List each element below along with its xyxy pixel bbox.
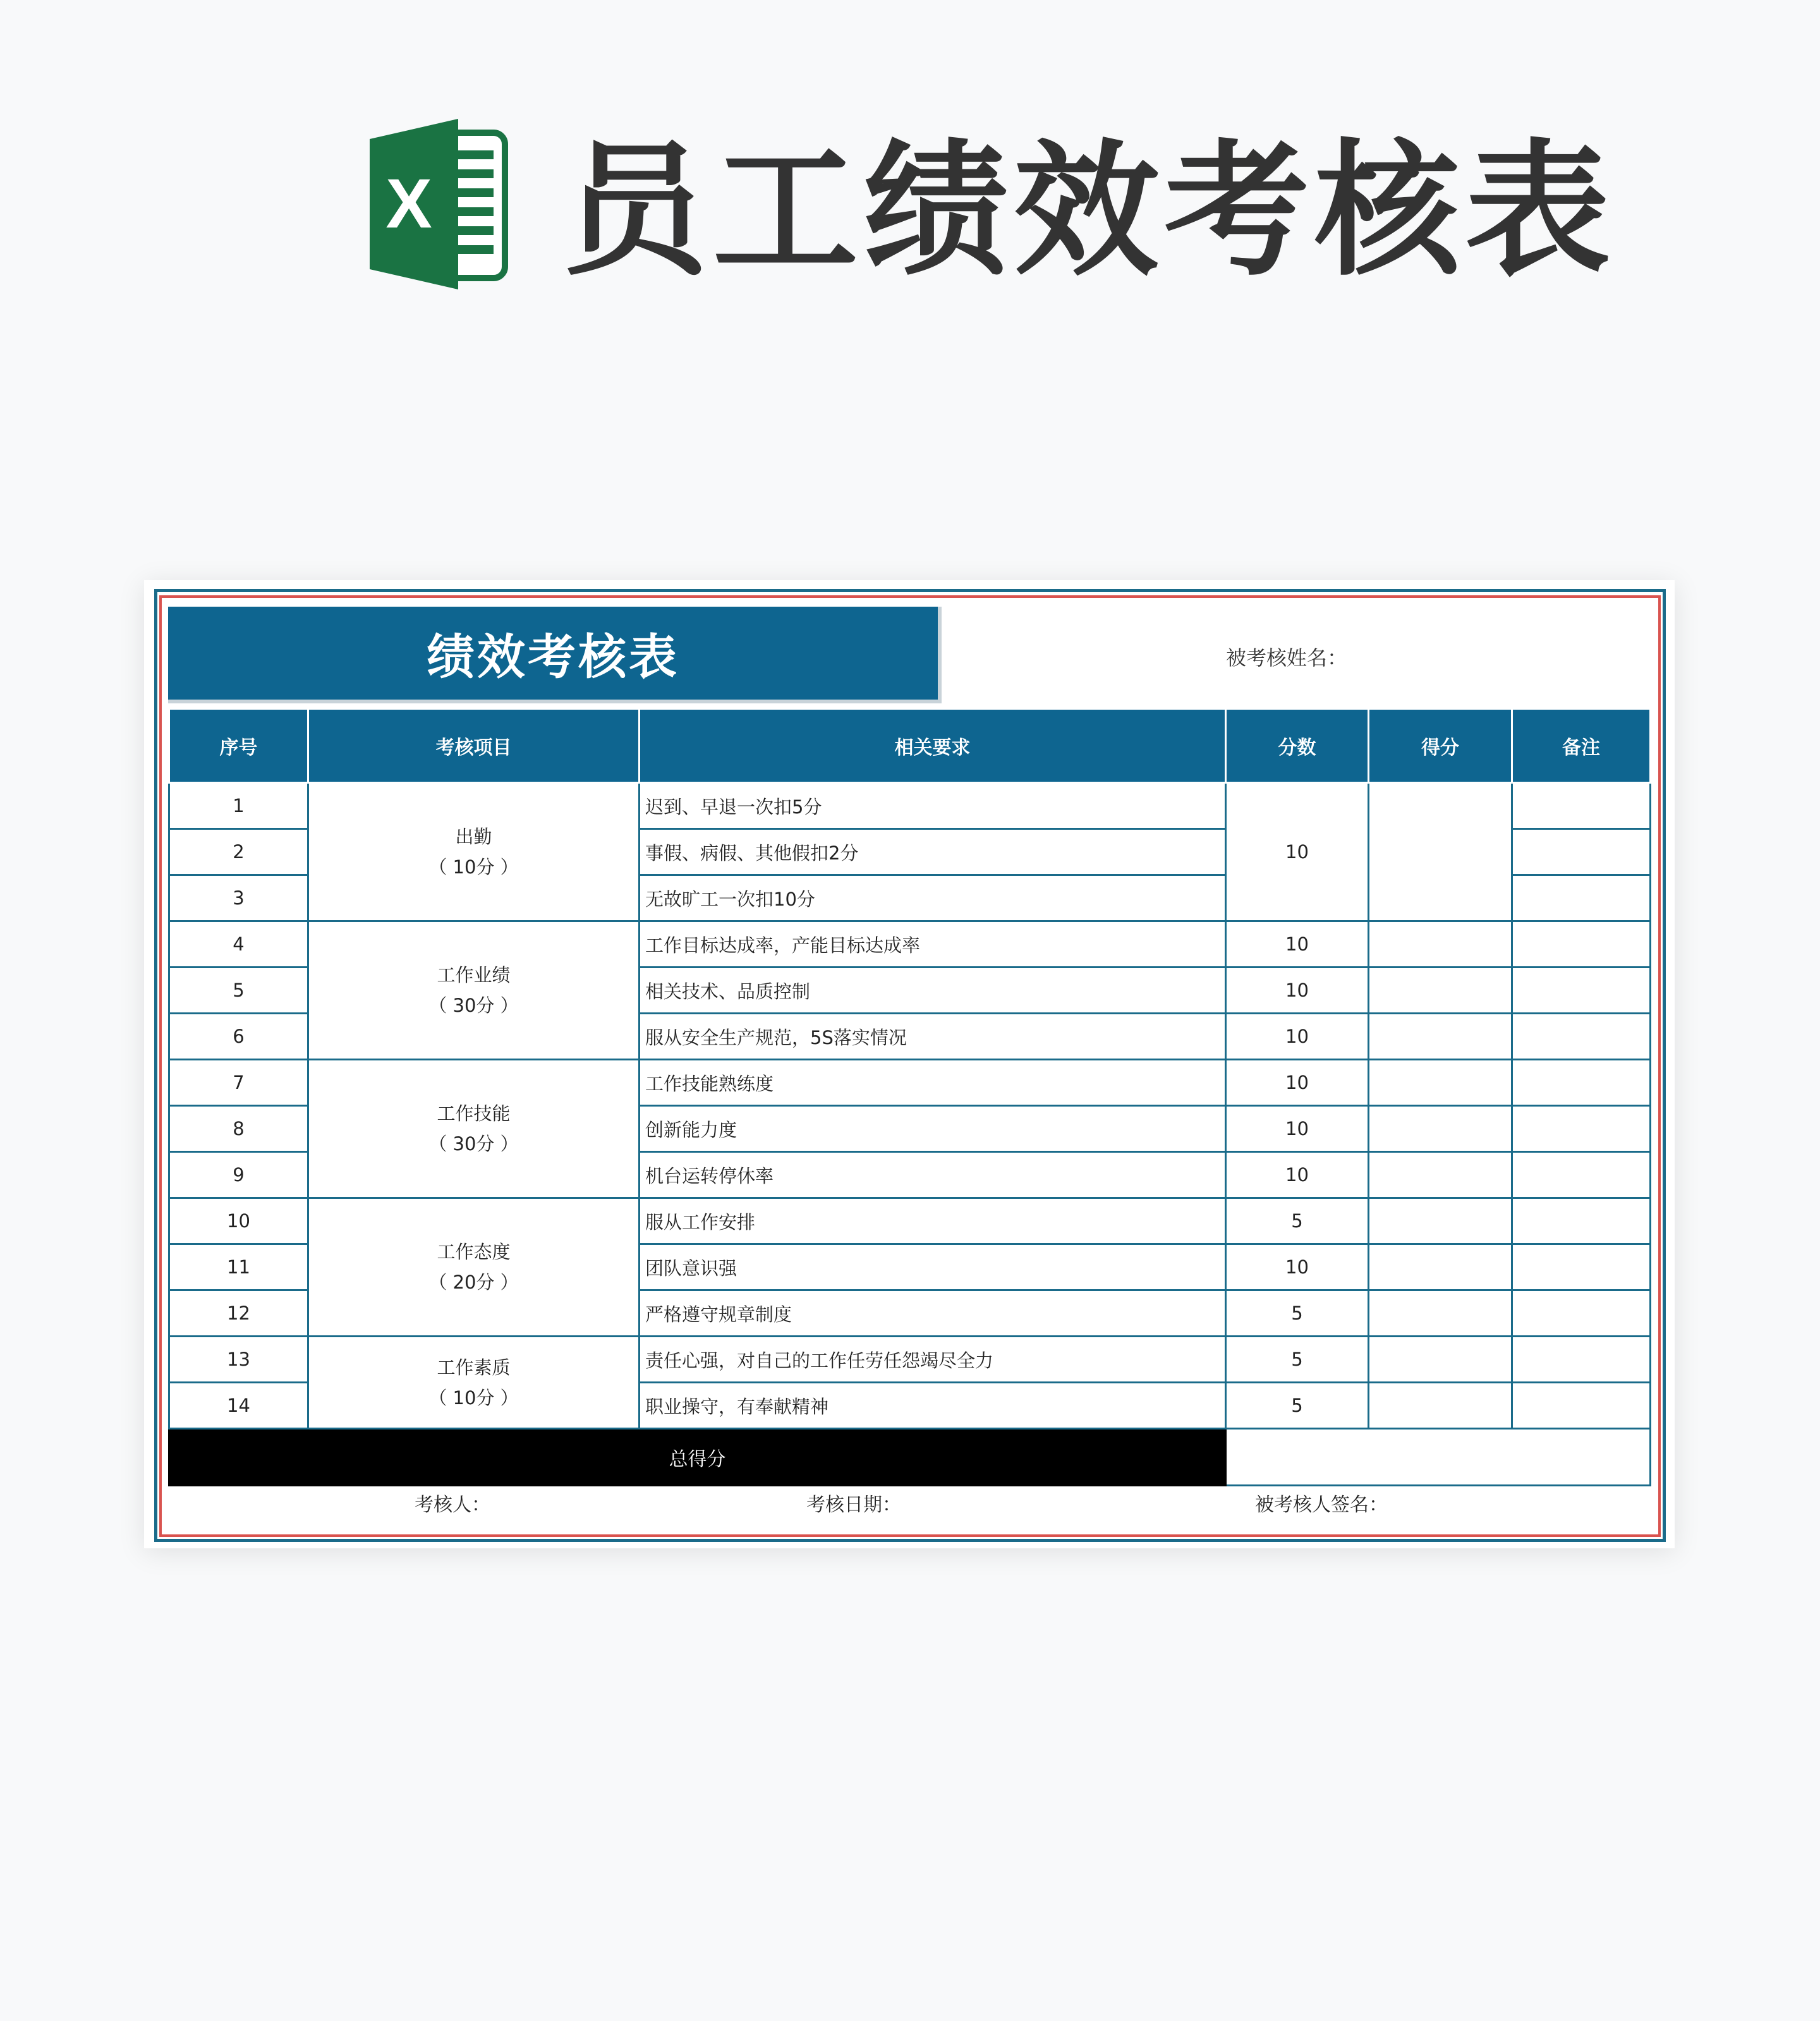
sheet-title: 绩效考核表 [168, 607, 942, 703]
remarks-cell[interactable] [1512, 1337, 1651, 1383]
assessment-date-label: 考核日期： [806, 1494, 901, 1516]
category-points: （ 10分 ） [428, 856, 519, 878]
row-no: 2 [169, 829, 308, 875]
row-no: 3 [169, 875, 308, 921]
score-cell: 10 [1226, 1060, 1369, 1106]
category-cell [308, 1198, 640, 1337]
requirement-cell: 机台运转停休率 [640, 1152, 1226, 1198]
requirement-cell: 迟到、早退一次扣5分 [640, 783, 1226, 829]
score-cell: 5 [1226, 1290, 1369, 1337]
table-row [169, 1060, 1651, 1106]
remarks-cell[interactable] [1512, 1106, 1651, 1152]
score-cell: 10 [1226, 783, 1369, 921]
excel-icon [363, 114, 509, 294]
requirement-cell: 责任心强，对自己的工作任劳任怨竭尽全力 [640, 1337, 1226, 1383]
remarks-cell[interactable] [1512, 875, 1651, 921]
score-cell: 10 [1226, 921, 1369, 968]
page-title: 员工绩效考核表 [562, 127, 1616, 296]
table-row [169, 1337, 1651, 1383]
remarks-cell[interactable] [1512, 968, 1651, 1014]
category-name: 工作业绩 [437, 964, 511, 986]
category-points: （ 30分 ） [428, 995, 519, 1016]
requirement-cell: 无故旷工一次扣10分 [640, 875, 1226, 921]
score-cell: 10 [1226, 1152, 1369, 1198]
remarks-cell[interactable] [1512, 1198, 1651, 1244]
col-header-item: 考核项目 [308, 709, 640, 783]
earned-cell[interactable] [1369, 921, 1512, 968]
table-row [169, 783, 1651, 829]
remarks-cell[interactable] [1512, 1152, 1651, 1198]
requirement-cell: 服从工作安排 [640, 1198, 1226, 1244]
signature-footer [168, 1489, 1649, 1520]
category-points: （ 30分 ） [428, 1133, 519, 1155]
category-cell [308, 783, 640, 921]
category-cell [308, 1337, 640, 1429]
remarks-cell[interactable] [1512, 829, 1651, 875]
remarks-cell[interactable] [1512, 1014, 1651, 1060]
earned-cell[interactable] [1369, 1383, 1512, 1429]
earned-cell[interactable] [1369, 1060, 1512, 1106]
row-no: 14 [169, 1383, 308, 1429]
requirement-cell: 职业操守，有奉献精神 [640, 1383, 1226, 1429]
category-name: 工作素质 [437, 1356, 511, 1378]
score-cell: 10 [1226, 1014, 1369, 1060]
row-no: 7 [169, 1060, 308, 1106]
row-no: 9 [169, 1152, 308, 1198]
banner [0, 0, 1820, 442]
earned-cell[interactable] [1369, 1014, 1512, 1060]
table-header-row [169, 709, 1651, 783]
assessee-name-label: 被考核姓名： [1226, 646, 1348, 670]
category-points: （ 10分 ） [428, 1387, 519, 1409]
score-cell: 10 [1226, 1244, 1369, 1290]
col-header-no: 序号 [169, 709, 308, 783]
remarks-cell[interactable] [1512, 921, 1651, 968]
assessor-label: 考核人： [415, 1494, 490, 1516]
score-cell: 5 [1226, 1383, 1369, 1429]
total-value-cell[interactable] [1226, 1429, 1651, 1486]
table-row [169, 921, 1651, 968]
remarks-cell[interactable] [1512, 783, 1651, 829]
col-header-requirement: 相关要求 [640, 709, 1226, 783]
requirement-cell: 工作技能熟练度 [640, 1060, 1226, 1106]
category-points: （ 20分 ） [428, 1271, 519, 1293]
assessee-signature-label: 被考核人签名： [1255, 1494, 1388, 1516]
earned-cell[interactable] [1369, 1198, 1512, 1244]
row-no: 1 [169, 783, 308, 829]
score-cell: 10 [1226, 968, 1369, 1014]
col-header-score: 分数 [1226, 709, 1369, 783]
row-no: 4 [169, 921, 308, 968]
earned-cell[interactable] [1369, 1106, 1512, 1152]
total-row [169, 1429, 1651, 1486]
row-no: 12 [169, 1290, 308, 1337]
category-name: 工作态度 [437, 1241, 511, 1263]
earned-cell[interactable] [1369, 1152, 1512, 1198]
earned-cell[interactable] [1369, 1290, 1512, 1337]
row-no: 8 [169, 1106, 308, 1152]
total-label: 总得分 [169, 1429, 1226, 1486]
category-name: 工作技能 [437, 1103, 511, 1124]
remarks-cell[interactable] [1512, 1290, 1651, 1337]
requirement-cell: 服从安全生产规范，5S落实情况 [640, 1014, 1226, 1060]
row-no: 10 [169, 1198, 308, 1244]
earned-cell[interactable] [1369, 968, 1512, 1014]
excel-logo-letter: X [385, 165, 432, 243]
row-no: 6 [169, 1014, 308, 1060]
assessment-table [168, 708, 1651, 1486]
row-no: 11 [169, 1244, 308, 1290]
category-cell [308, 1060, 640, 1198]
col-header-earned: 得分 [1369, 709, 1512, 783]
remarks-cell[interactable] [1512, 1060, 1651, 1106]
row-no: 5 [169, 968, 308, 1014]
requirement-cell: 工作目标达成率，产能目标达成率 [640, 921, 1226, 968]
earned-cell[interactable] [1369, 783, 1512, 921]
category-name: 出勤 [455, 826, 492, 847]
requirement-cell: 相关技术、品质控制 [640, 968, 1226, 1014]
earned-cell[interactable] [1369, 1244, 1512, 1290]
score-cell: 5 [1226, 1198, 1369, 1244]
requirement-cell: 严格遵守规章制度 [640, 1290, 1226, 1337]
category-cell [308, 921, 640, 1060]
requirement-cell: 事假、病假、其他假扣2分 [640, 829, 1226, 875]
col-header-remarks: 备注 [1512, 709, 1651, 783]
remarks-cell[interactable] [1512, 1244, 1651, 1290]
requirement-cell: 创新能力度 [640, 1106, 1226, 1152]
remarks-cell[interactable] [1512, 1383, 1651, 1429]
score-cell: 10 [1226, 1106, 1369, 1152]
requirement-cell: 团队意识强 [640, 1244, 1226, 1290]
score-cell: 5 [1226, 1337, 1369, 1383]
row-no: 13 [169, 1337, 308, 1383]
earned-cell[interactable] [1369, 1337, 1512, 1383]
table-row [169, 1198, 1651, 1244]
